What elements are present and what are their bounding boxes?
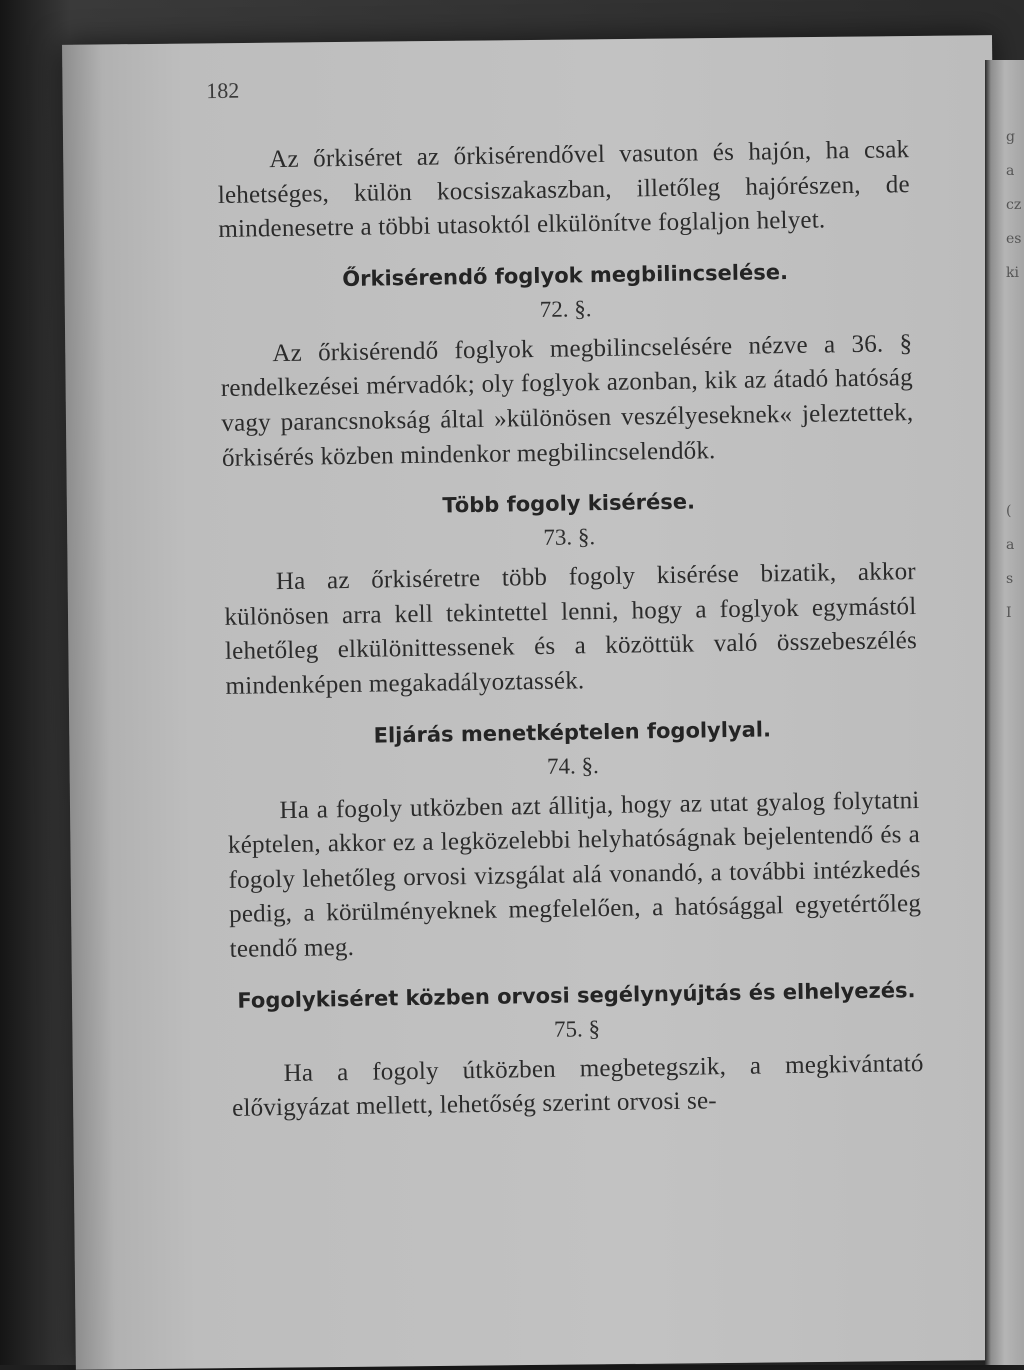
adjacent-letter: cz — [1006, 197, 1022, 213]
adjacent-page-letters — [1006, 120, 1024, 630]
adjacent-letter — [1006, 324, 1024, 358]
section-number: 74. §. — [546, 752, 599, 779]
adjacent-letter: ( — [1006, 503, 1012, 519]
paragraph: Az őrkisérendő foglyok megbilincselésére nézve a 36. § rendelkezései mérvadók; oly foglyok azonban, kik az átadó hatóság vagy parancsnokság által »különösen veszélyeseknek« jeleztettek, őrkisérés közben mindenkor megbilincselendők. — [220, 329, 914, 472]
adjacent-letter — [1006, 358, 1024, 392]
adjacent-letter — [1006, 392, 1024, 426]
section-number: 75. § — [553, 1015, 601, 1042]
section-heading: Őrkisérendő foglyok megbilincselése. — [342, 259, 789, 291]
adjacent-letter: s — [1006, 571, 1014, 587]
section-heading: Több fogoly kisérése. — [442, 489, 696, 518]
adjacent-letter: g — [1006, 129, 1015, 145]
paragraph: Ha a fogoly utközben azt állitja, hogy az utat gyalog folytatni képtelen, akkor ez a legközelebbi helyhatóságnak bejelentendő és a fogoly lehetőleg orvosi vizsgálat alá vonandó, a további intézkedés pedig, a körülményeknek megfelelően, a hatósággal egyetértőleg teendő meg. — [227, 786, 922, 963]
adjacent-letter — [1006, 290, 1024, 324]
paragraph: Ha az őrkiséretre több fogoly kisérése bizatik, akkor különösen arra kell tekintettel lenni, hogy a foglyok egymástól lehetőleg elkülönittessenek és a közöttük való összebeszélés mindenképen megakadályoztassék. — [224, 558, 918, 700]
paragraph: Az őrkiséret az őrkisérendővel vasuton és hajón, ha csak lehetséges, külön kocsiszakaszban, illetőleg hajórészen, de mindenesetre a többi utasoktól elkülönítve foglaljon helyet. — [217, 136, 910, 244]
page-content — [206, 67, 924, 1126]
adjacent-letter: a — [1006, 163, 1015, 179]
adjacent-letter: a — [1006, 537, 1015, 553]
section-heading: Fogolykiséret közben orvosi segélynyújtás és elhelyezés. — [237, 977, 916, 1013]
adjacent-letter: es — [1006, 231, 1022, 247]
adjacent-letter: I — [1006, 605, 1012, 621]
section-heading: Eljárás menetképtelen fogolylyal. — [373, 716, 772, 748]
adjacent-letter — [1006, 426, 1024, 460]
adjacent-letter — [1006, 460, 1024, 494]
section-number: 73. §. — [543, 524, 596, 551]
page-number: 182 — [206, 77, 240, 104]
section-number: 72. §. — [539, 295, 592, 322]
adjacent-letter: ki — [1006, 265, 1019, 281]
paragraph: Ha a fogoly útközben megbetegszik, a megkivántató elővigyázat mellett, lehetőség szerint orvosi se- — [231, 1049, 924, 1122]
